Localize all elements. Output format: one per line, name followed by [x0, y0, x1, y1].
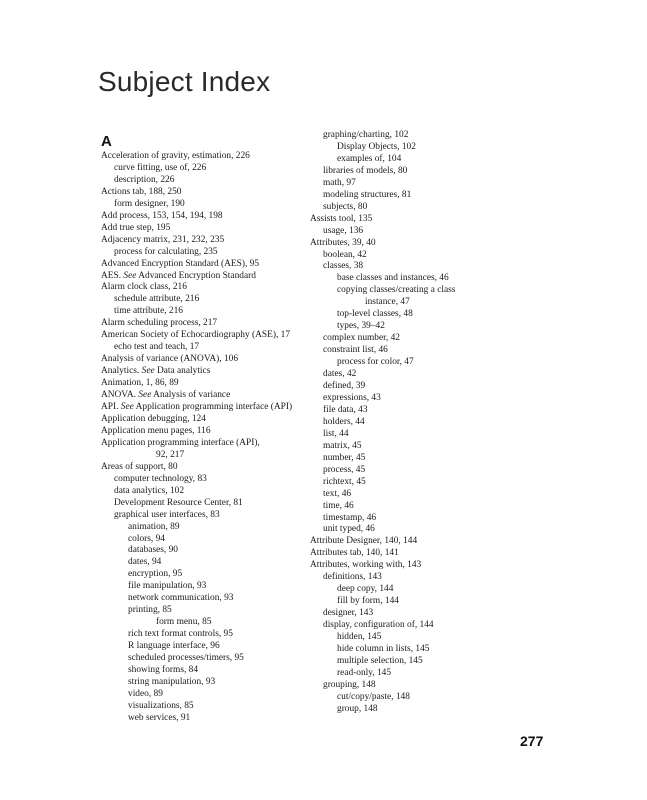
index-entry: defined, 39: [323, 381, 366, 392]
index-entry: 92, 217: [156, 449, 185, 460]
index-entry: grouping, 148: [323, 679, 376, 690]
index-entry: constraint list, 46: [323, 345, 388, 356]
index-entry: cut/copy/paste, 148: [337, 691, 410, 702]
index-entry: process for calculating, 235: [114, 246, 218, 257]
index-entry: classes, 38: [323, 261, 364, 272]
index-entry: web services, 91: [128, 712, 191, 723]
index-entry: file manipulation, 93: [128, 581, 207, 592]
index-entry: Attributes, 39, 40: [310, 237, 376, 248]
index-entry: Attributes tab, 140, 141: [310, 548, 399, 559]
index-entry: file data, 43: [323, 404, 368, 415]
index-entry: usage, 136: [323, 225, 364, 236]
entry-term: ANOVA.: [101, 390, 139, 401]
index-entry: Analysis of variance (ANOVA), 106: [101, 354, 239, 365]
index-entry: Adjacency matrix, 231, 232, 235: [101, 234, 225, 245]
see-target: Analysis of variance: [151, 390, 231, 401]
index-entry: databases, 90: [128, 545, 178, 556]
index-entry: unit typed, 46: [323, 524, 375, 535]
index-entry: printing, 85: [128, 605, 172, 616]
index-entry: colors, 94: [128, 533, 165, 544]
index-entry: richtext, 45: [323, 476, 366, 487]
index-entry: text, 46: [323, 488, 352, 499]
index-entry: form menu, 85: [156, 617, 212, 628]
index-column-right: [310, 130, 510, 716]
entry-term: AES.: [101, 270, 124, 281]
index-entry: graphing/charting, 102: [323, 130, 409, 140]
entry-term: Analytics.: [101, 366, 142, 377]
index-entries-left: [101, 151, 301, 725]
index-entry: Add true step, 195: [101, 222, 171, 233]
index-entry: types, 39–42: [337, 321, 385, 332]
index-entry: curve fitting, use of, 226: [114, 162, 207, 173]
index-entry: Attribute Designer, 140, 144: [310, 536, 418, 547]
index-entry: fill by form, 144: [337, 596, 399, 607]
index-entry: string manipulation, 93: [128, 676, 216, 687]
index-entry: American Society of Echocardiography (ASE), 17: [101, 330, 291, 341]
index-entry: computer technology, 83: [114, 473, 207, 484]
index-entry: Attributes, working with, 143: [310, 560, 422, 571]
page-number: 277: [520, 733, 544, 749]
index-entry: hidden, 145: [337, 632, 382, 643]
index-entry: complex number, 42: [323, 333, 400, 344]
index-entry: Advanced Encryption Standard (AES), 95: [101, 258, 260, 269]
index-entry: display, configuration of, 144: [323, 620, 434, 631]
index-entry: rich text format controls, 95: [128, 629, 233, 640]
index-entry: base classes and instances, 46: [337, 273, 449, 284]
index-entry: holders, 44: [323, 416, 365, 427]
index-entry: Add process, 153, 154, 194, 198: [101, 210, 223, 221]
index-entry: Alarm clock class, 216: [101, 282, 187, 293]
index-entry: Areas of support, 80: [101, 461, 178, 472]
index-entry: deep copy, 144: [337, 584, 394, 595]
see-reference: See: [141, 366, 155, 377]
index-entry: definitions, 143: [323, 572, 382, 583]
index-entry: multiple selection, 145: [337, 655, 423, 666]
index-entry: echo test and teach, 17: [114, 342, 200, 353]
index-entry: read-only, 145: [337, 667, 392, 678]
index-entry: designer, 143: [323, 608, 374, 619]
index-entry: form designer, 190: [114, 198, 185, 209]
see-target: Advanced Encryption Standard: [136, 270, 256, 281]
index-entry: schedule attribute, 216: [114, 294, 200, 305]
see-reference: See: [138, 390, 152, 401]
index-entry: [101, 271, 301, 283]
see-target: Data analytics: [154, 366, 211, 377]
index-entry: boolean, 42: [323, 249, 367, 260]
index-entry: Application menu pages, 116: [101, 425, 211, 436]
see-target: Application programming interface (API): [133, 402, 293, 413]
index-entry: Animation, 1, 86, 89: [101, 378, 179, 389]
index-entry: Development Resource Center, 81: [114, 497, 243, 508]
index-entry: instance, 47: [365, 297, 410, 308]
index-entry: dates, 42: [323, 369, 357, 380]
index-entry: number, 45: [323, 452, 366, 463]
index-entry: Actions tab, 188, 250: [101, 186, 182, 197]
index-entry: [101, 366, 301, 378]
index-entry: subjects, 80: [323, 201, 368, 212]
index-entry: graphical user interfaces, 83: [114, 509, 220, 520]
index-entry: R language interface, 96: [128, 641, 220, 652]
index-entry: description, 226: [114, 174, 175, 185]
index-entry: libraries of models, 80: [323, 165, 408, 176]
index-entry: copying classes/creating a class: [337, 285, 456, 296]
index-entry: Acceleration of gravity, estimation, 226: [101, 151, 250, 161]
index-entry: Application programming interface (API),: [101, 437, 260, 448]
index-column-left: [101, 130, 301, 725]
entry-term: API.: [101, 402, 121, 413]
page-title: Subject Index: [98, 66, 271, 97]
index-entry: top-level classes, 48: [337, 309, 413, 320]
index-entry: list, 44: [323, 428, 349, 439]
see-reference: See: [123, 270, 137, 281]
index-entry: modeling structures, 81: [323, 189, 412, 200]
index-entry: Assists tool, 135: [310, 213, 373, 224]
index-entry: Display Objects, 102: [337, 141, 416, 152]
see-reference: See: [120, 402, 134, 413]
index-entry: time, 46: [323, 500, 354, 511]
index-entry: process for color, 47: [337, 357, 414, 368]
index-entry: network communication, 93: [128, 593, 234, 604]
index-entry: [101, 390, 301, 402]
index-entry: expressions, 43: [323, 392, 381, 403]
index-entry: examples of, 104: [337, 153, 402, 164]
index-entry: time attribute, 216: [114, 306, 183, 317]
index-entry: showing forms, 84: [128, 664, 199, 675]
index-entry: video, 89: [128, 688, 163, 699]
index-entry: Alarm scheduling process, 217: [101, 318, 218, 329]
index-entry: timestamp, 46: [323, 512, 377, 523]
section-letter: A: [101, 133, 112, 150]
index-entry: hide column in lists, 145: [337, 643, 430, 654]
index-entry: [101, 402, 301, 414]
index-entry: group, 148: [337, 703, 378, 714]
index-entries-right: [310, 130, 510, 716]
index-entry: Application debugging, 124: [101, 413, 206, 424]
index-entry: encryption, 95: [128, 569, 183, 580]
index-entry: animation, 89: [128, 521, 180, 532]
index-entry: data analytics, 102: [114, 485, 185, 496]
index-entry: visualizations, 85: [128, 700, 194, 711]
index-entry: math, 97: [323, 177, 356, 188]
index-entry: scheduled processes/timers, 95: [128, 653, 244, 664]
index-entry: dates, 94: [128, 557, 162, 568]
index-entry: matrix, 45: [323, 440, 362, 451]
index-entry: process, 45: [323, 464, 366, 475]
